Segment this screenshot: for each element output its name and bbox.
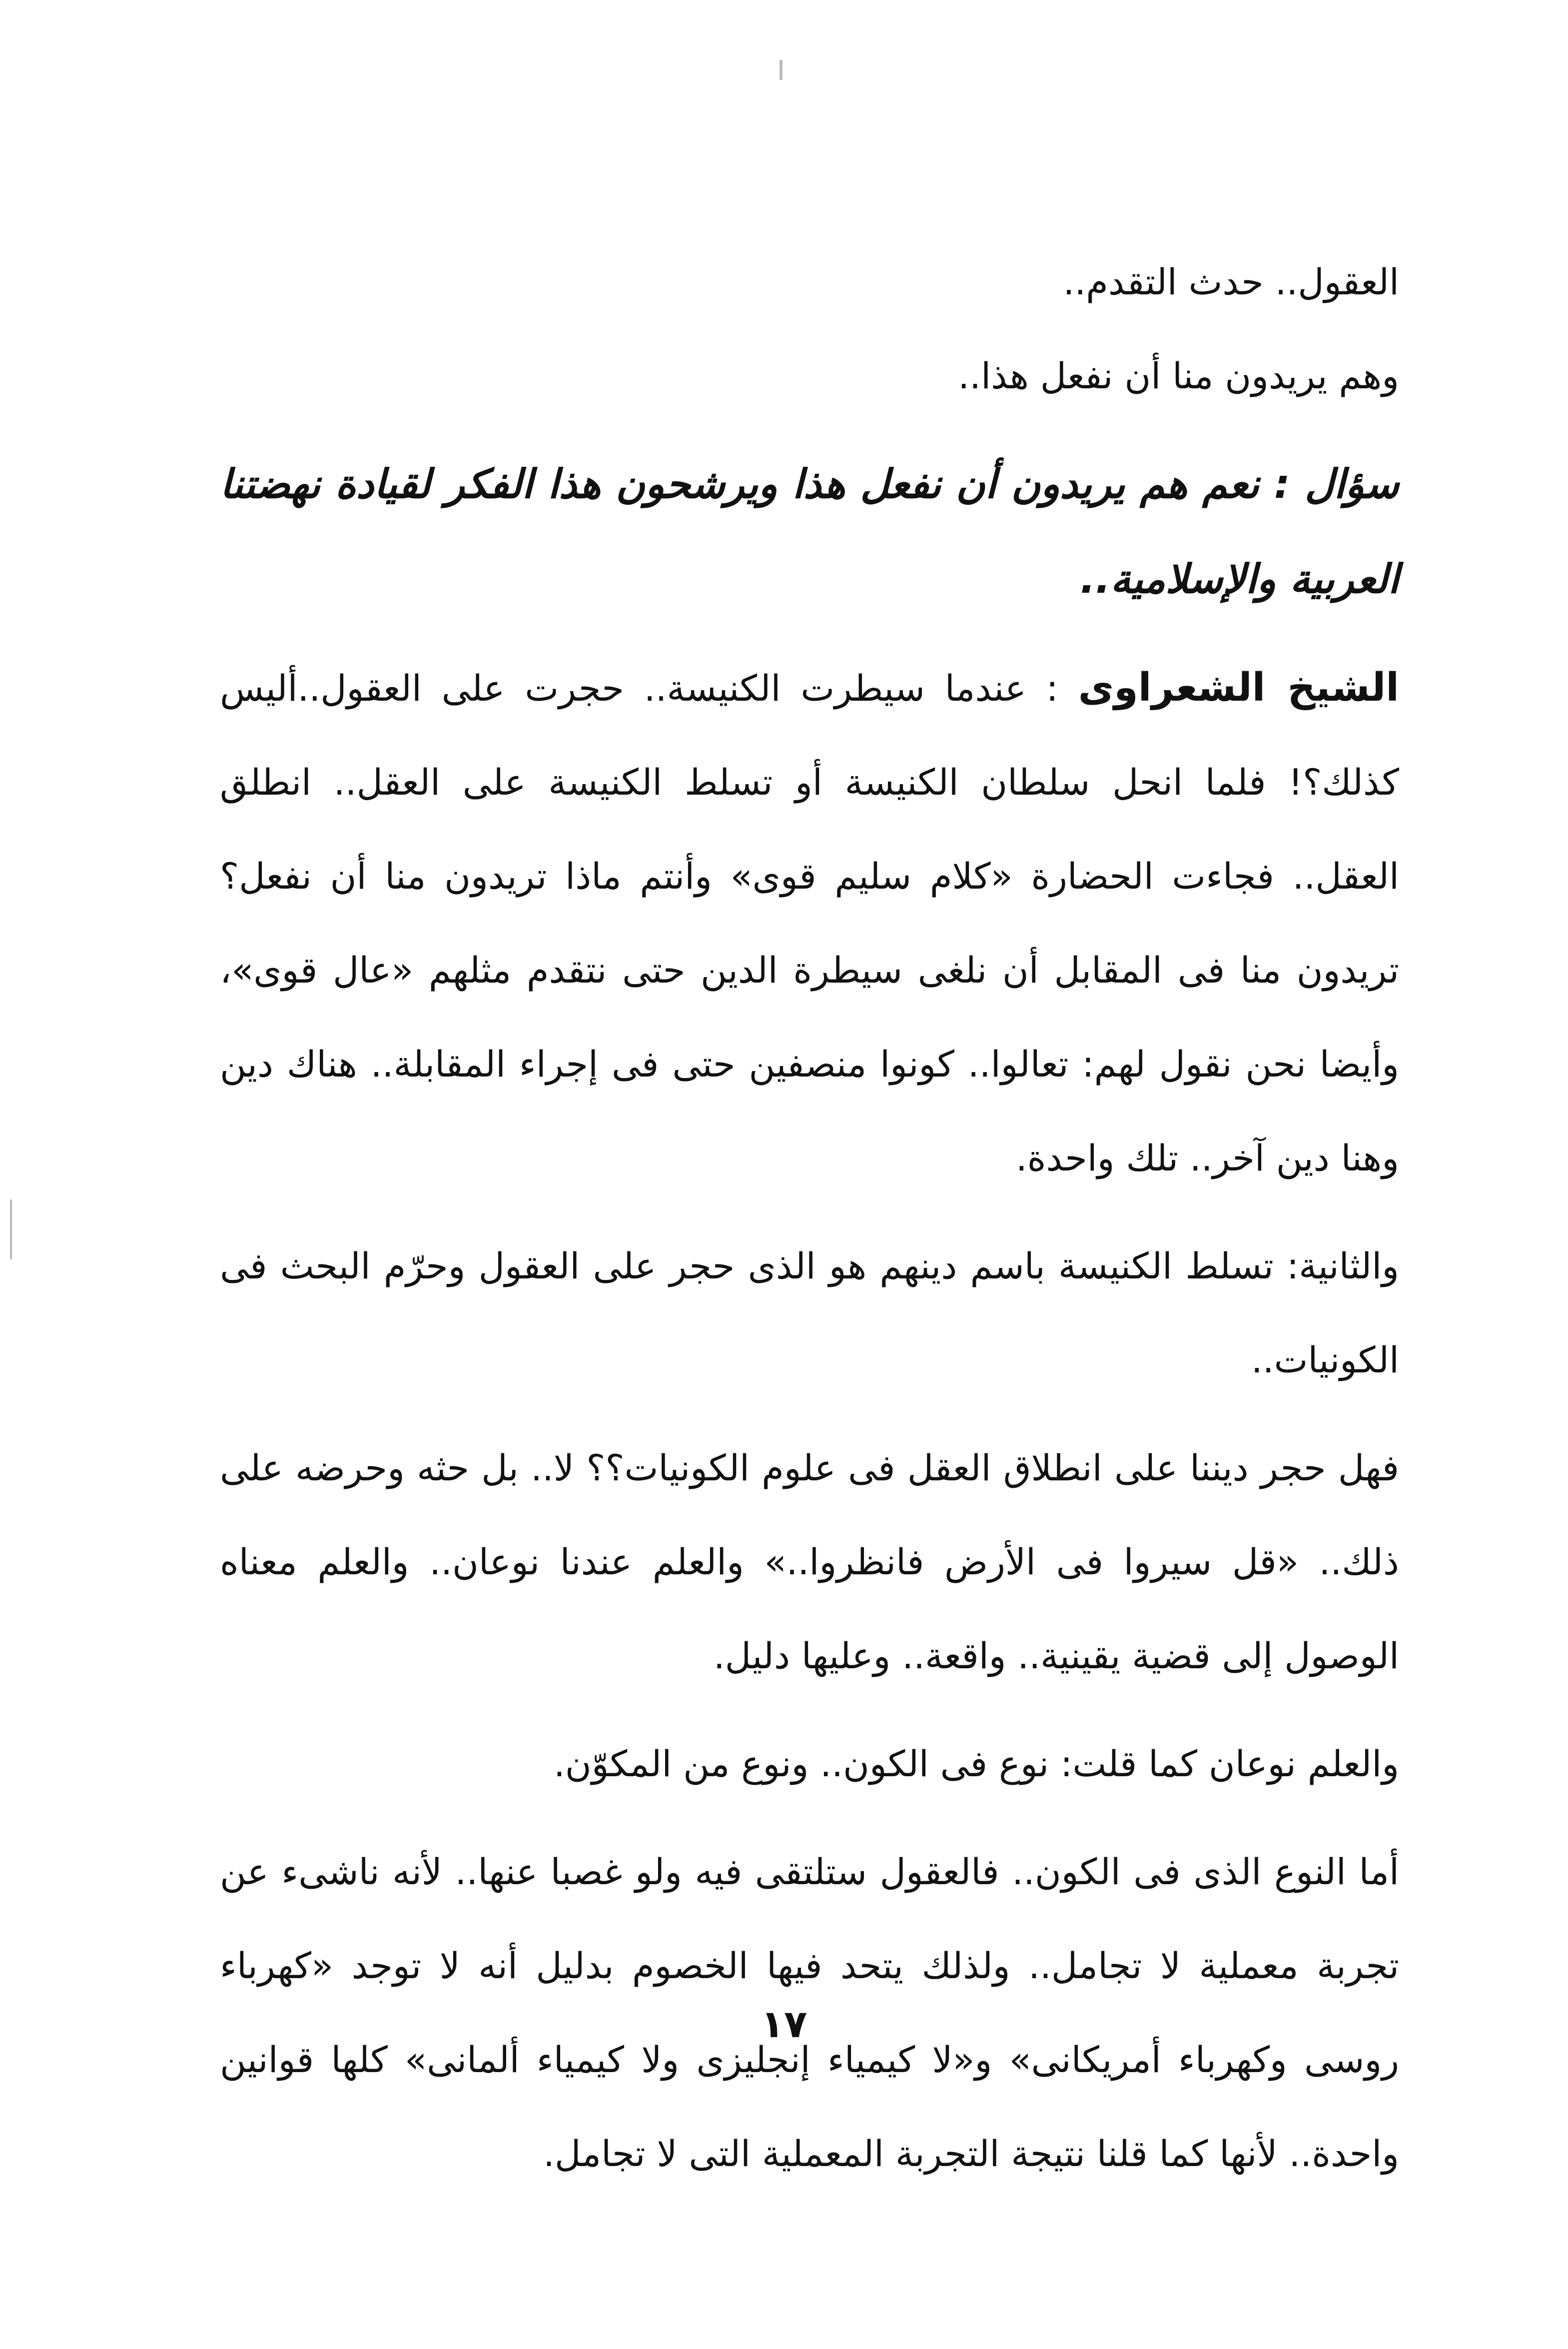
speaker-name: الشيخ الشعراوى <box>1078 665 1399 710</box>
answer-text: : عندما سيطرت الكنيسة.. حجرت على العقول..أليس كذلك؟! فلما انحل سلطان الكنيسة أو تسلط الكنيسة على العقل.. انطلق العقل.. فجاءت الحضارة «كلام سليم قوى» وأنتم ماذا تريدون منا أن نفعل؟ تريدون منا فى المقابل أن نلغى سيطرة الدين حتى نتقدم مثلهم «عال قوى»، وأيضا نحن نقول لهم: تعالوا.. كونوا منصفين حتى فى إجراء المقابلة.. هناك دين وهنا دين آخر.. تلك واحدة. <box>220 667 1399 1179</box>
question-paragraph: سؤال : نعم هم يريدون أن نفعل هذا ويرشحون هذا الفكر لقيادة نهضتنا العربية والإسلامية.. <box>220 461 1400 602</box>
scan-speck <box>780 60 783 80</box>
page-number: ١٧ <box>761 2002 807 2046</box>
paragraph: والعلم نوعان كما قلت: نوع فى الكون.. ونوع من المكوّن. <box>553 1743 1399 1785</box>
body-text <box>220 235 1399 2215</box>
paragraph: وهم يريدون منا أن نفعل هذا.. <box>958 355 1399 397</box>
paragraph: فهل حجر ديننا على انطلاق العقل فى علوم الكونيات؟؟ لا.. بل حثه وحرضه على ذلك.. «قل سيروا فى الأرض فانظروا..» والعلم عندنا نوعان.. والعلم معناه الوصول إلى قضية يقينية.. واقعة.. وعليها دليل. <box>220 1447 1399 1677</box>
paragraph: والثانية: تسلط الكنيسة باسم دينهم هو الذى حجر على العقول وحرّم البحث فى الكونيات.. <box>220 1245 1399 1381</box>
paragraph-continuation: العقول.. حدث التقدم.. <box>1063 261 1399 303</box>
scan-speck <box>10 1199 12 1259</box>
answer-paragraph <box>220 641 1399 1205</box>
paragraph: أما النوع الذى فى الكون.. فالعقول ستلتقى فيه ولو غصبا عنها.. لأنه ناشىء عن تجربة معملية لا تجامل.. ولذلك يتحد فيها الخصوم بدليل أنه لا توجد «كهرباء روسى وكهرباء أمريكانى» و«لا كيمياء إنجليزى ولا كيمياء ألمانى» كلها قوانين واحدة.. لأنها كما قلنا نتيجة التجربة المعملية التى لا تجامل. <box>220 1851 1399 2175</box>
